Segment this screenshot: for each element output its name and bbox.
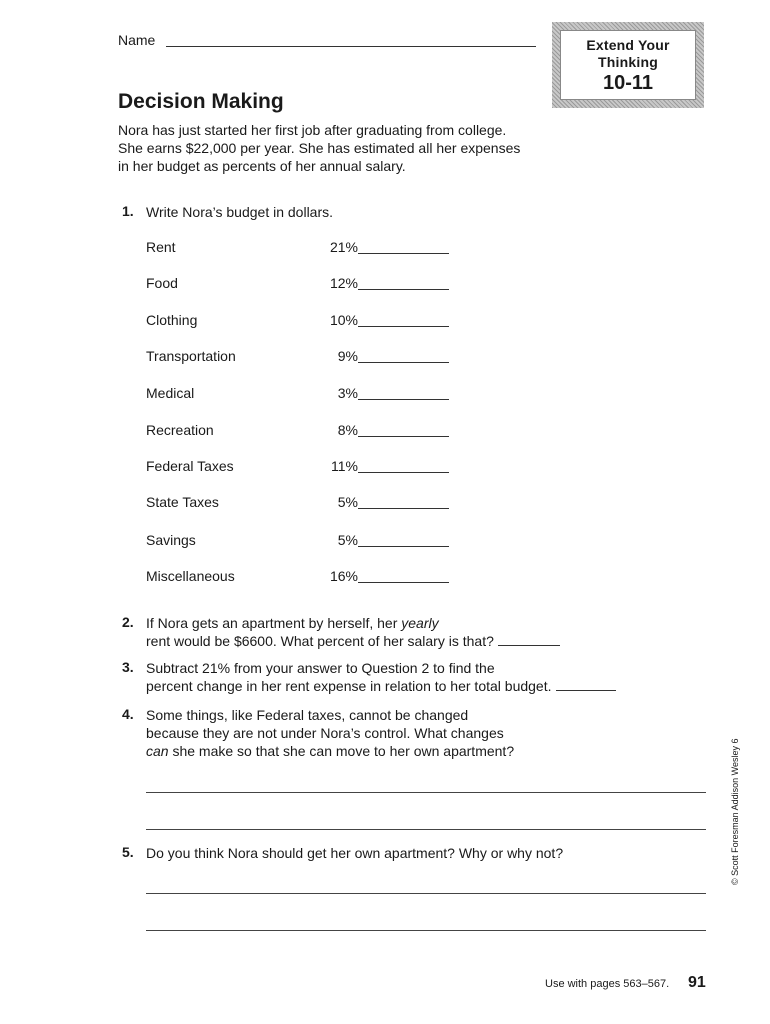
question-4-answer-line[interactable] [146, 829, 706, 830]
budget-percent: 10% [329, 312, 358, 328]
budget-answer-blank[interactable] [358, 399, 449, 400]
budget-category: Savings [146, 532, 196, 548]
question-3-text [146, 659, 616, 695]
budget-percent: 9% [337, 348, 358, 364]
budget-row-state-taxes [146, 494, 456, 512]
intro-paragraph [118, 121, 568, 175]
budget-row-recreation [146, 422, 456, 440]
question-4-text [146, 706, 514, 760]
budget-answer-blank[interactable] [358, 436, 449, 437]
page-title: Decision Making [118, 90, 284, 113]
question-4-line3: she make so that she can move to her own apartment? [168, 743, 515, 759]
question-2-number: 2. [122, 614, 134, 630]
question-3-number: 3. [122, 659, 134, 675]
budget-percent: 12% [329, 275, 358, 291]
budget-category: Medical [146, 385, 195, 401]
lesson-number: 10-11 [602, 71, 654, 94]
intro-line: in her budget as percents of her annual salary. [118, 158, 406, 174]
copyright-notice: © Scott Foresman Addison Wesley 6 [730, 738, 740, 885]
budget-percent: 21% [329, 239, 358, 255]
question-5-number: 5. [122, 844, 134, 860]
budget-row-savings [146, 532, 456, 550]
name-label: Name [118, 32, 156, 48]
question-5-answer-line[interactable] [146, 893, 706, 894]
budget-answer-blank[interactable] [358, 546, 449, 547]
question-5-text: Do you think Nora should get her own apartment? Why or why not? [146, 845, 564, 861]
budget-row-federal-taxes [146, 458, 456, 476]
budget-answer-blank[interactable] [358, 289, 449, 290]
budget-percent: 3% [337, 385, 358, 401]
budget-row-transportation [146, 348, 456, 366]
page-number: 91 [688, 974, 706, 991]
budget-percent: 5% [337, 532, 358, 548]
question-1-text: Write Nora’s budget in dollars. [146, 204, 334, 220]
budget-percent: 11% [331, 458, 358, 474]
badge-line2: Thinking [598, 53, 658, 70]
question-3-line1: Subtract 21% from your answer to Question 2 to find the [146, 660, 495, 676]
budget-percent: 16% [329, 568, 358, 584]
question-2-line1: If Nora gets an apartment by herself, her [146, 615, 402, 631]
budget-percent: 8% [337, 422, 358, 438]
footer-use-with: Use with pages 563–567. [545, 978, 670, 990]
budget-category: Rent [146, 239, 176, 255]
question-2-line2: rent would be $6600. What percent of her salary is that? [146, 633, 494, 649]
question-4-answer-line[interactable] [146, 792, 706, 793]
question-4-line2: because they are not under Nora’s control. What changes [146, 725, 504, 741]
budget-category: Food [146, 275, 178, 291]
budget-row-food [146, 275, 456, 293]
budget-category: Federal Taxes [146, 458, 234, 474]
budget-category: State Taxes [146, 494, 219, 510]
badge-line1: Extend Your [586, 36, 670, 53]
budget-answer-blank[interactable] [358, 362, 449, 363]
budget-category: Clothing [146, 312, 198, 328]
lesson-badge [552, 22, 704, 108]
budget-answer-blank[interactable] [358, 253, 449, 254]
question-2-answer-blank[interactable] [498, 633, 560, 646]
budget-percent: 5% [337, 494, 358, 510]
budget-row-medical [146, 385, 456, 403]
budget-category: Recreation [146, 422, 214, 438]
question-4-emphasis: can [146, 743, 169, 759]
question-1-number: 1. [122, 203, 134, 219]
question-2-text [146, 614, 560, 650]
question-3-line2: percent change in her rent expense in relation to her total budget. [146, 678, 552, 694]
budget-row-rent [146, 239, 456, 257]
name-field[interactable] [166, 46, 536, 47]
question-4-number: 4. [122, 706, 134, 722]
budget-category: Miscellaneous [146, 568, 235, 584]
question-3-answer-blank[interactable] [556, 678, 616, 691]
intro-line: Nora has just started her first job after graduating from college. [118, 122, 507, 138]
question-5-answer-line[interactable] [146, 930, 706, 931]
budget-category: Transportation [146, 348, 236, 364]
intro-line: She earns $22,000 per year. She has estimated all her expenses [118, 140, 521, 156]
budget-answer-blank[interactable] [358, 472, 449, 473]
budget-answer-blank[interactable] [358, 326, 449, 327]
question-4-line1: Some things, like Federal taxes, cannot be changed [146, 707, 469, 723]
budget-answer-blank[interactable] [358, 508, 449, 509]
question-2-emphasis: yearly [401, 615, 439, 631]
budget-answer-blank[interactable] [358, 582, 449, 583]
budget-row-clothing [146, 312, 456, 330]
budget-row-miscellaneous [146, 568, 456, 586]
